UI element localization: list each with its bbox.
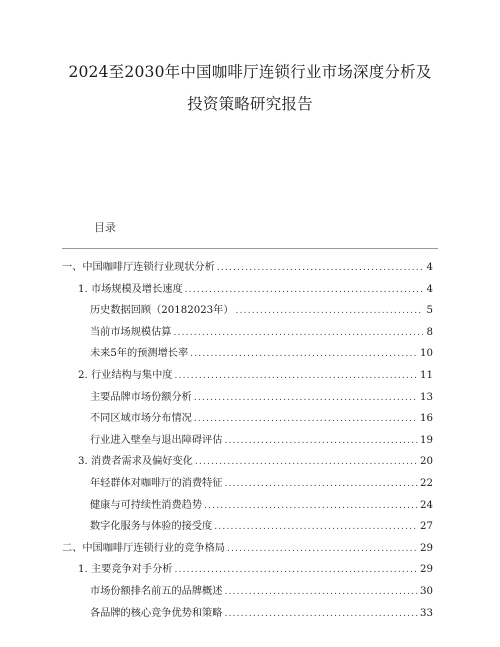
dot-leader xyxy=(224,431,418,453)
toc-entry[interactable] xyxy=(62,322,433,344)
toc-page-number: 30 xyxy=(420,585,433,597)
dot-leader xyxy=(190,344,418,366)
toc-page-number: 27 xyxy=(420,521,433,533)
dot-leader xyxy=(174,560,418,582)
toc-entry-title: 不同区域市场分布情况 xyxy=(90,413,192,425)
toc-entry-title: 主要品牌市场份额分析 xyxy=(90,391,192,403)
toc-entry-title: 历史数据回顾（20182023年） xyxy=(90,305,234,317)
toc-entry-title: 市场份额排名前五的品牌概述 xyxy=(90,585,223,597)
table-of-contents xyxy=(62,257,433,624)
dot-leader xyxy=(195,452,418,474)
dot-leader xyxy=(227,539,418,561)
toc-page-number: 4 xyxy=(426,283,433,295)
toc-entry-title: 健康与可持续性消费趋势 xyxy=(90,499,203,511)
toc-page-number: 20 xyxy=(420,456,433,468)
toc-page-number: 19 xyxy=(420,434,433,446)
toc-entry[interactable] xyxy=(62,279,433,301)
toc-entry[interactable] xyxy=(62,408,433,430)
toc-entry[interactable] xyxy=(62,473,433,495)
toc-page-number: 10 xyxy=(420,348,433,360)
toc-entry[interactable] xyxy=(62,559,433,581)
document-title xyxy=(40,56,460,120)
toc-entry-title: 3. 消费者需求及偏好变化 xyxy=(78,456,193,468)
toc-entry[interactable] xyxy=(62,581,433,603)
dot-leader xyxy=(204,496,418,518)
dot-leader xyxy=(224,582,418,604)
toc-entry[interactable] xyxy=(62,343,433,365)
toc-entry-title: 未来5年的预测增长率 xyxy=(90,348,189,360)
toc-entry-title: 2. 行业结构与集中度 xyxy=(78,369,173,381)
toc-page-number: 11 xyxy=(420,369,433,381)
toc-entry-title: 年轻群体对咖啡厅的消费特征 xyxy=(90,477,223,489)
toc-entry[interactable] xyxy=(62,603,433,625)
toc-entry-title: 当前市场规模估算 xyxy=(90,326,172,338)
toc-page-number: 29 xyxy=(420,542,433,554)
toc-entry[interactable] xyxy=(62,538,433,560)
toc-divider xyxy=(62,248,438,249)
dot-leader xyxy=(224,474,418,496)
toc-entry[interactable] xyxy=(62,495,433,517)
dot-leader xyxy=(224,604,418,626)
toc-entry-title: 二、中国咖啡厅连锁行业的竞争格局 xyxy=(62,542,225,554)
toc-page-number: 29 xyxy=(420,564,433,576)
toc-entry[interactable] xyxy=(62,387,433,409)
toc-heading: 目录 xyxy=(94,221,116,234)
toc-entry[interactable] xyxy=(62,430,433,452)
toc-page-number: 33 xyxy=(420,607,433,619)
toc-entry[interactable] xyxy=(62,365,433,387)
toc-page-number: 24 xyxy=(420,499,433,511)
dot-leader xyxy=(174,366,418,388)
dot-leader xyxy=(174,323,424,345)
toc-page-number: 16 xyxy=(420,413,433,425)
toc-page-number: 4 xyxy=(426,262,433,273)
toc-entry-title: 1. 主要竞争对手分析 xyxy=(78,564,173,576)
title-line-2: 投资策略研究报告 xyxy=(187,95,313,113)
toc-entry-title: 各品牌的核心竞争优势和策略 xyxy=(90,607,223,619)
toc-entry[interactable] xyxy=(62,516,433,538)
dot-leader xyxy=(214,517,418,539)
toc-entry[interactable] xyxy=(62,300,433,322)
toc-page-number: 5 xyxy=(426,305,433,317)
dot-leader xyxy=(185,280,423,302)
toc-entry-title: 行业进入壁垒与退出障碍评估 xyxy=(90,434,223,446)
dot-leader xyxy=(194,388,418,410)
toc-page-number: 8 xyxy=(426,326,433,338)
toc-entry-title: 数字化服务与体验的接受度 xyxy=(90,521,213,533)
dot-leader xyxy=(217,258,423,280)
toc-entry[interactable] xyxy=(62,451,433,473)
toc-page-number: 13 xyxy=(420,391,433,403)
toc-entry-title: 1. 市场规模及增长速度 xyxy=(78,283,183,295)
toc-entry[interactable] xyxy=(62,257,433,279)
toc-page-number: 22 xyxy=(420,477,433,489)
dot-leader xyxy=(236,301,423,323)
toc-entry-title: 一、中国咖啡厅连锁行业现状分析 xyxy=(62,262,215,273)
dot-leader xyxy=(194,409,418,431)
title-line-1: 2024至2030年中国咖啡厅连锁行业市场深度分析及 xyxy=(68,63,432,81)
